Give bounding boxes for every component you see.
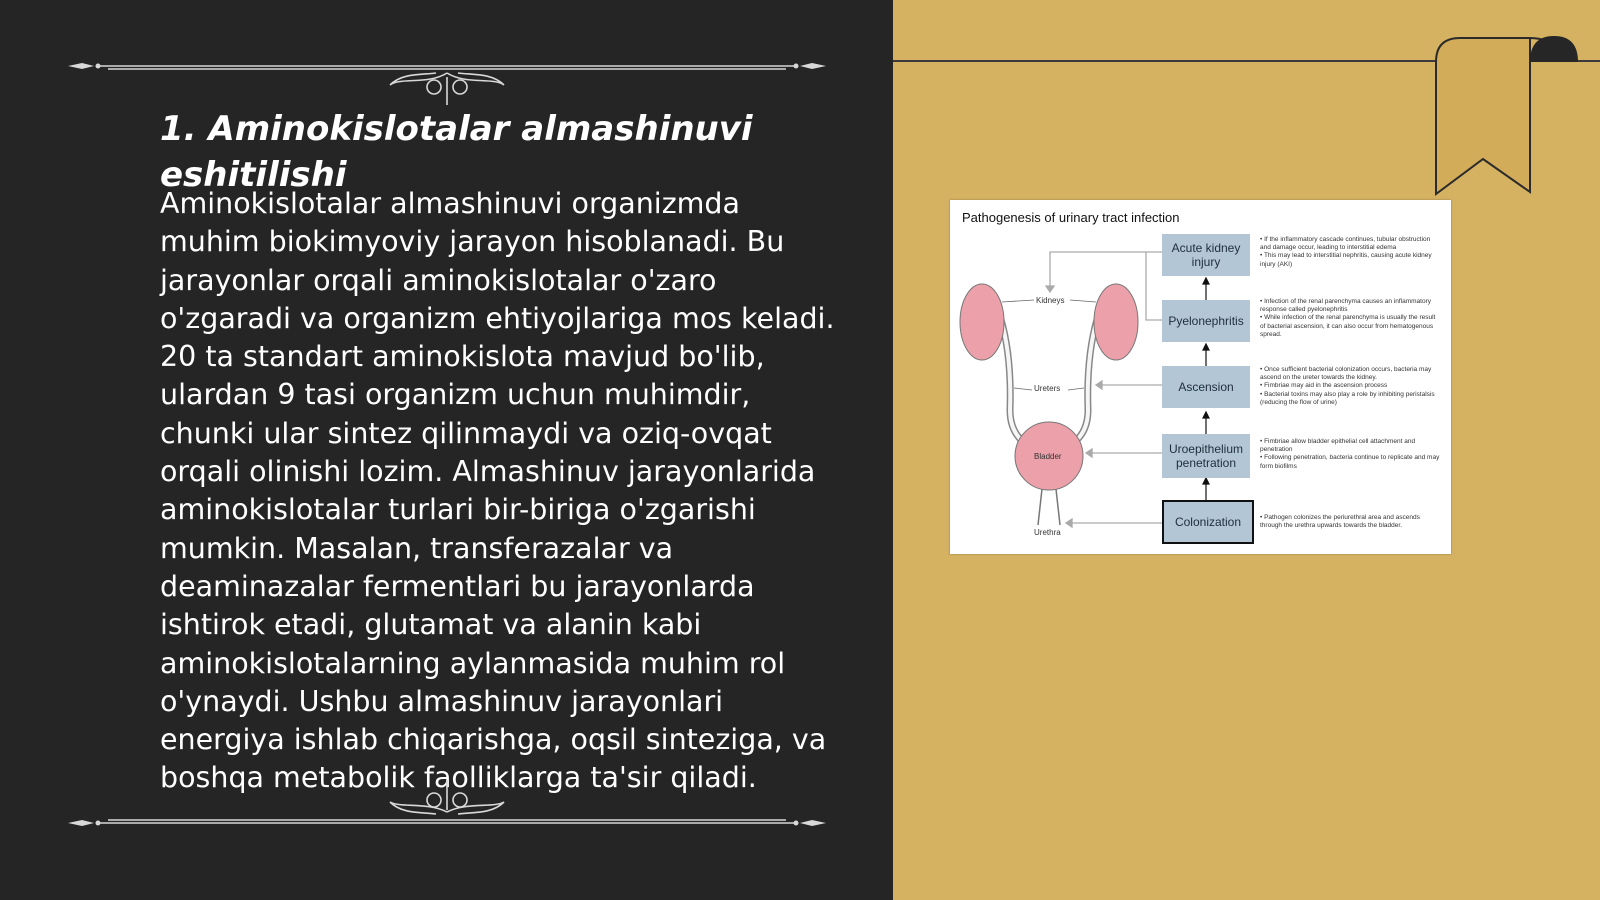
figure-title: Pathogenesis of urinary tract infection (962, 210, 1180, 225)
stage-acute-kidney-injury: Acute kidney injury (1162, 234, 1250, 276)
note-uroepithelium-penetration: • Fimbriae allow bladder epithelial cell attachment and penetration • Following penetration, bacteria continue to replicate and may form biofilms (1260, 438, 1440, 470)
bookmark-ribbon-icon (1430, 32, 1600, 202)
note-acute-kidney-injury: • If the inflammatory cascade continues, tubular obstruction and damage occur, leading to interstitial edema • This may lead to interstitial nephritis, causing acute kidney injury (AKI) (1260, 236, 1432, 268)
note-colonization: • Pathogen colonizes the periurethral area and ascends through the urethra upwards towards the bladder. (1260, 514, 1420, 530)
stage-colonization: Colonization (1162, 500, 1254, 544)
left-kidney-shape (960, 284, 1004, 360)
label-ureters: Ureters (1034, 384, 1061, 393)
note-pyelonephritis: • Infection of the renal parenchyma causes an inflammatory response called pyelonephritis • While infection of the renal parenchyma is usually the result of bacterial ascension, it can also occur from hematogenous spread. (1260, 298, 1436, 338)
label-kidneys: Kidneys (1036, 296, 1065, 305)
stage-ascension: Ascension (1162, 366, 1250, 408)
slide-body-text: Aminokislotalar almashinuvi organizmda muhim biokimyoviy jarayon hisoblanadi. Bu jarayonlar orqali aminokislotalar o'zaro o'zgaradi va organizm ehtiyojlariga mos keladi. 20 ta standart aminokislota mavjud bo'lib, ulardan 9 tasi organizm uchun muhimdir, chunki ular sintez qilinmaydi va oziq-ovqat orqali olinishi lozim. Almashinuv jarayonlarida aminokislotalar turlari bir-biriga o'zgarishi mumkin. Masalan, transferazalar va deaminazalar fermentlari bu jarayonlarda ishtirok etadi, glutamat va alanin kabi aminokislotalarning aylanmasida muhim rol o'ynaydi. Ushbu almashinuv jarayonlari energiya ishlab chiqarishga, oqsil sinteziga, va boshqa metabolik faolliklarga ta'sir qiladi. (160, 187, 835, 795)
bottom-ornament-divider (68, 780, 826, 830)
top-ornament-divider (68, 55, 826, 105)
note-ascension: • Once sufficient bacterial colonization occurs, bacteria may ascend on the ureter towards the kidney. • Fimbriae may aid in the ascension process • Bacterial toxins may also play a role by inhibiting peristalsis (reducing the flow of urine) (1260, 366, 1435, 406)
stage-uroepithelium-penetration: Uroepithelium penetration (1162, 434, 1250, 478)
label-urethra: Urethra (1034, 528, 1061, 537)
stage-pyelonephritis: Pyelonephritis (1162, 300, 1250, 342)
slide-title: 1. Aminokislotalar almashinuvi eshitilishi (160, 109, 753, 195)
label-bladder: Bladder (1034, 452, 1062, 461)
uti-pathogenesis-figure (950, 200, 1451, 554)
right-kidney-shape (1094, 284, 1138, 360)
